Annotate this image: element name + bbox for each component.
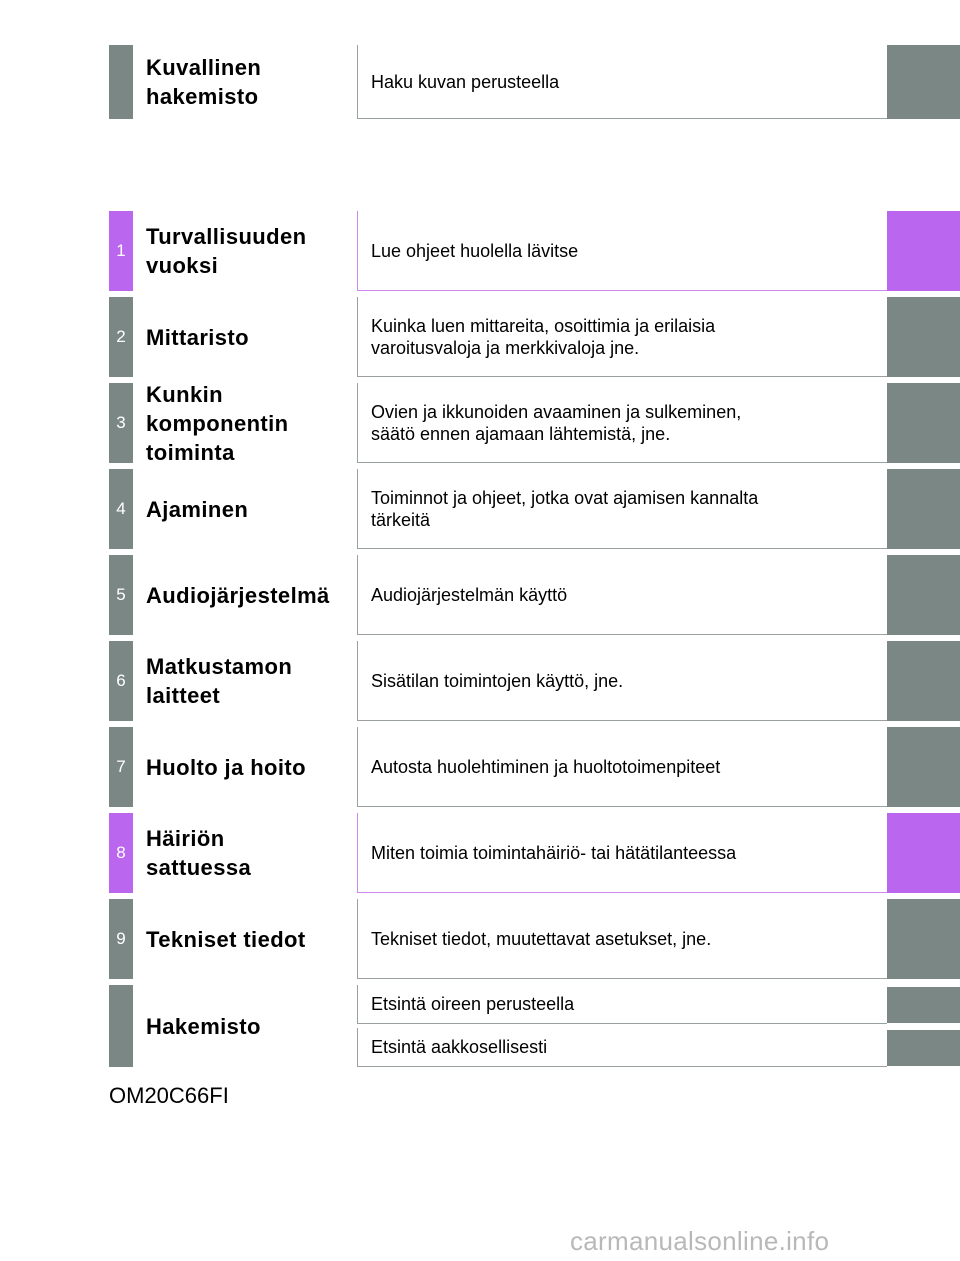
chapter-number: 9 bbox=[116, 929, 126, 948]
chapter-right-tab bbox=[887, 555, 960, 635]
chapter-description[interactable] bbox=[357, 899, 887, 979]
chapter-title[interactable] bbox=[146, 469, 352, 549]
chapter-description-label: Kuinka luen mittareita, osoittimia ja erilaisia varoitusvaloja ja merkkivaloja jne. bbox=[371, 315, 716, 358]
chapter-row-9[interactable] bbox=[0, 899, 960, 979]
chapter-title-label: Kunkin komponentin toiminta bbox=[146, 381, 289, 465]
chapter-description-label: Audiojärjestelmän käyttö bbox=[371, 584, 568, 605]
chapter-title-label: Häiriön sattuessa bbox=[146, 826, 252, 880]
chapter-title[interactable] bbox=[146, 727, 352, 807]
chapter-number-tab bbox=[109, 297, 133, 377]
chapter-title-label: Ajaminen bbox=[146, 496, 249, 522]
index-item-alphabetical-tab bbox=[887, 1030, 960, 1066]
chapter-row-5[interactable] bbox=[0, 555, 960, 635]
chapter-description-label: Tekniset tiedot, muutettavat asetukset, jne. bbox=[371, 928, 712, 949]
chapter-title[interactable] bbox=[146, 899, 352, 979]
chapter-right-tab bbox=[887, 899, 960, 979]
index-title[interactable] bbox=[146, 985, 352, 1067]
chapter-number: 5 bbox=[116, 585, 126, 604]
index-tab bbox=[109, 985, 133, 1067]
chapter-number-tab bbox=[109, 813, 133, 893]
chapter-title-label: Turvallisuuden vuoksi bbox=[146, 224, 307, 278]
chapter-description[interactable] bbox=[357, 383, 887, 463]
chapter-description[interactable] bbox=[357, 211, 887, 291]
chapter-description-label: Autosta huolehtiminen ja huoltotoimenpiteet bbox=[371, 756, 721, 777]
index-item-symptom[interactable] bbox=[357, 985, 887, 1024]
chapter-title-label: Matkustamon laitteet bbox=[146, 654, 293, 708]
index-item-alphabetical-label: Etsintä aakkosellisesti bbox=[371, 1036, 548, 1057]
chapter-right-tab bbox=[887, 469, 960, 549]
chapter-row-7[interactable] bbox=[0, 727, 960, 807]
chapter-number: 6 bbox=[116, 671, 126, 690]
index-row bbox=[0, 985, 960, 1067]
chapter-number: 7 bbox=[116, 757, 126, 776]
header-description[interactable] bbox=[357, 45, 887, 119]
chapter-title[interactable] bbox=[146, 297, 352, 377]
chapter-title-label: Tekniset tiedot bbox=[146, 926, 306, 952]
chapter-title[interactable] bbox=[146, 211, 352, 291]
chapter-description[interactable] bbox=[357, 641, 887, 721]
chapter-title-label: Huolto ja hoito bbox=[146, 754, 306, 780]
chapter-number: 3 bbox=[116, 413, 126, 432]
chapter-description[interactable] bbox=[357, 469, 887, 549]
header-row bbox=[0, 45, 960, 119]
chapter-title[interactable] bbox=[146, 383, 352, 463]
chapter-row-4[interactable] bbox=[0, 469, 960, 549]
index-item-alphabetical[interactable] bbox=[357, 1028, 887, 1067]
chapter-description[interactable] bbox=[357, 813, 887, 893]
chapter-title-label: Audiojärjestelmä bbox=[146, 582, 330, 608]
chapter-right-tab bbox=[887, 211, 960, 291]
header-tab bbox=[109, 45, 133, 119]
chapter-row-1[interactable] bbox=[0, 211, 960, 291]
chapter-row-3[interactable] bbox=[0, 383, 960, 463]
chapter-row-2[interactable] bbox=[0, 297, 960, 377]
chapter-description-label: Toiminnot ja ohjeet, jotka ovat ajamisen kannalta tärkeitä bbox=[371, 487, 759, 530]
chapter-description-label: Sisätilan toimintojen käyttö, jne. bbox=[371, 670, 624, 691]
header-right-tab bbox=[887, 45, 960, 119]
chapter-right-tab bbox=[887, 383, 960, 463]
chapter-title-label: Mittaristo bbox=[146, 324, 249, 350]
chapter-right-tab bbox=[887, 297, 960, 377]
watermark: carmanualsonline.info bbox=[570, 1226, 830, 1256]
chapter-number-tab bbox=[109, 469, 133, 549]
chapter-row-8[interactable] bbox=[0, 813, 960, 893]
header-title-label: Kuvallinen hakemisto bbox=[146, 55, 262, 109]
chapter-number: 8 bbox=[116, 843, 126, 862]
index-item-symptom-label: Etsintä oireen perusteella bbox=[371, 993, 575, 1014]
chapter-number: 1 bbox=[116, 241, 126, 260]
chapter-number-tab bbox=[109, 555, 133, 635]
chapter-right-tab bbox=[887, 641, 960, 721]
chapter-title[interactable] bbox=[146, 555, 352, 635]
header-title[interactable] bbox=[146, 45, 352, 119]
chapter-row-6[interactable] bbox=[0, 641, 960, 721]
chapter-number: 2 bbox=[116, 327, 126, 346]
chapter-description[interactable] bbox=[357, 555, 887, 635]
chapter-number-tab bbox=[109, 211, 133, 291]
chapter-right-tab bbox=[887, 727, 960, 807]
chapter-description[interactable] bbox=[357, 727, 887, 807]
chapter-description[interactable] bbox=[357, 297, 887, 377]
chapter-title[interactable] bbox=[146, 813, 352, 893]
chapter-number-tab bbox=[109, 383, 133, 463]
header-description-label: Haku kuvan perusteella bbox=[371, 71, 560, 92]
chapter-description-label: Miten toimia toimintahäiriö- tai hätätilanteessa bbox=[371, 842, 737, 863]
chapter-number-tab bbox=[109, 641, 133, 721]
index-item-symptom-tab bbox=[887, 987, 960, 1023]
chapter-number: 4 bbox=[116, 499, 126, 518]
chapter-number-tab bbox=[109, 727, 133, 807]
chapter-title[interactable] bbox=[146, 641, 352, 721]
chapter-description-label: Ovien ja ikkunoiden avaaminen ja sulkeminen, säätö ennen ajamaan lähtemistä, jne. bbox=[371, 401, 742, 444]
chapter-number-tab bbox=[109, 899, 133, 979]
chapter-right-tab bbox=[887, 813, 960, 893]
manual-code: OM20C66FI bbox=[109, 1083, 229, 1108]
index-title-label: Hakemisto bbox=[146, 1013, 261, 1039]
chapter-description-label: Lue ohjeet huolella lävitse bbox=[371, 240, 579, 261]
